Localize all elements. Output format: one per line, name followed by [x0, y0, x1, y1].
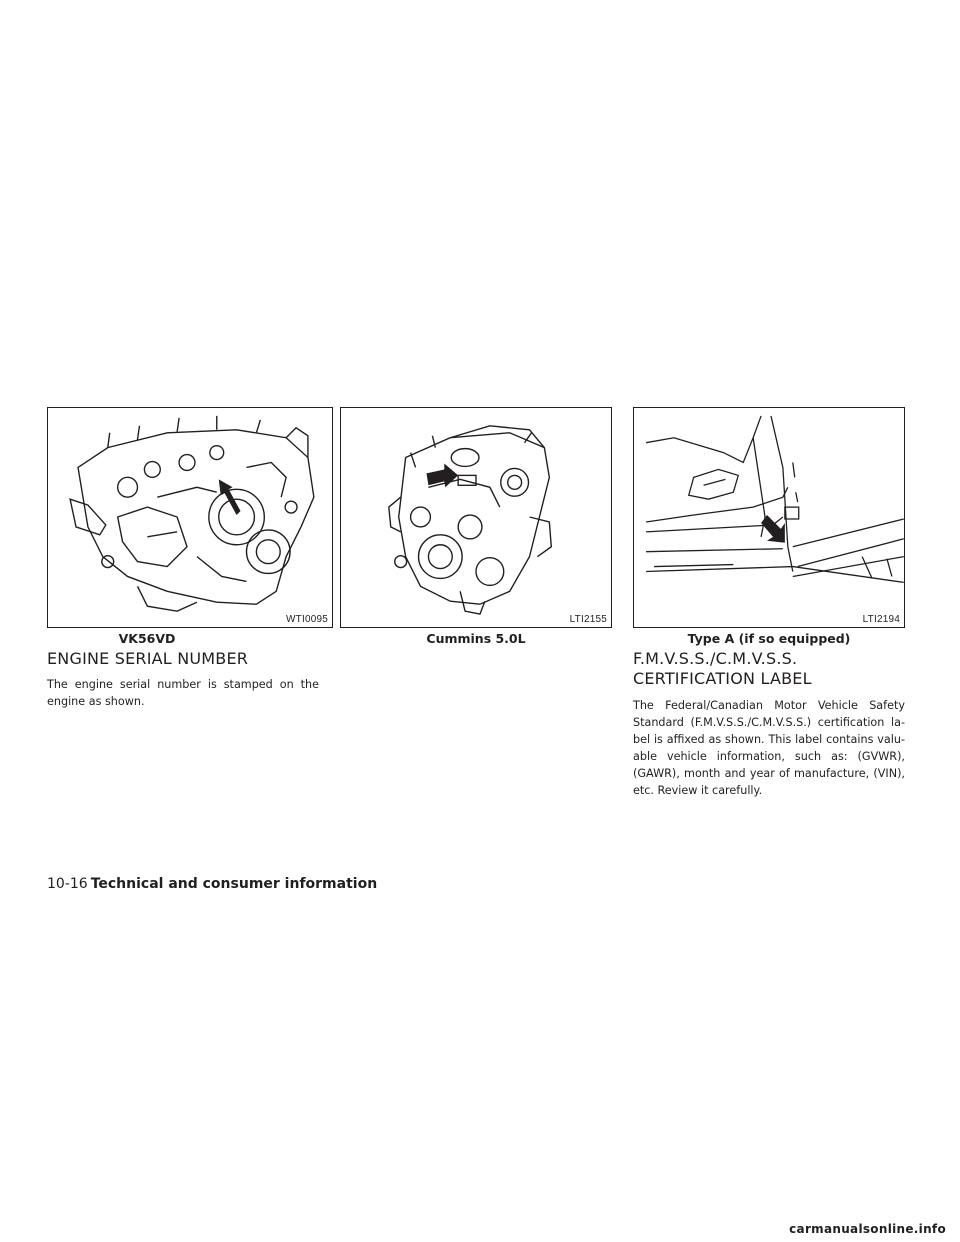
engine-serial-heading: ENGINE SERIAL NUMBER [47, 649, 249, 668]
certification-heading-line1: F.M.V.S.S./C.M.V.S.S. [633, 649, 798, 668]
figure-vk56vd [47, 407, 333, 628]
section-title: Technical and consumer information [90, 876, 378, 892]
page-number: 10-16 [47, 876, 88, 892]
watermark-text: carmanualsonline.info [789, 1222, 946, 1236]
figure-caption: Type A (if so equipped) [687, 631, 851, 646]
arrow-icon [219, 479, 241, 515]
figure-type-a [633, 407, 905, 628]
arrow-icon [761, 515, 785, 543]
figure-cummins [340, 407, 612, 628]
engine-cummins-illustration [341, 408, 611, 627]
engine-serial-body: The engine serial number is stamped on the engine as shown. [47, 678, 319, 708]
certification-heading [633, 649, 812, 689]
figure-code: WTI0095 [286, 614, 328, 625]
door-jamb-illustration [634, 408, 904, 627]
certification-body: The Federal/Canadian Motor Vehicle Safety Standard (F.M.V.S.S./C.M.V.S.S.) certification la-bel is affixed as shown. This label contains valu-able vehicle information, such as: (GVWR), (GAWR), month and year of manufacture, (VIN), etc. Review it carefully. [633, 699, 905, 797]
engine-vk56vd-illustration [48, 408, 332, 627]
figure-caption: VK56VD [118, 631, 176, 646]
figure-caption: Cummins 5.0L [426, 631, 526, 646]
certification-heading-line2: CERTIFICATION LABEL [633, 669, 812, 688]
page-footer [47, 876, 377, 892]
figure-code: LTI2155 [569, 614, 607, 625]
figure-code: LTI2194 [862, 614, 900, 625]
